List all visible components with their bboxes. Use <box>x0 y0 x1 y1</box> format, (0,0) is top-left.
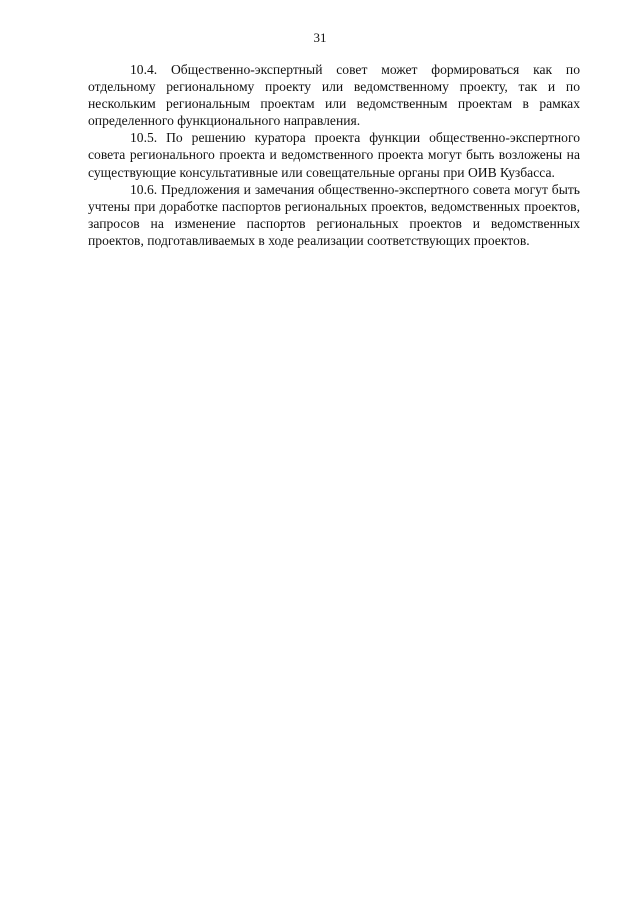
paragraph-10-5: 10.5. По решению куратора проекта функции общественно-экспертного совета регионального проекта и ведомственного проекта могут быть возложены на существующие консультативные или совещательные органы при ОИВ Кузбасса. <box>88 130 580 180</box>
document-body <box>88 61 580 249</box>
page-number: 31 <box>313 30 327 45</box>
paragraph-10-6: 10.6. Предложения и замечания общественно-экспертного совета могут быть учтены при доработке паспортов региональных проектов, ведомственных проектов, запросов на изменение паспортов региональных проектов и ведомственных проектов, подготавливаемых в ходе реализации соответствующих проектов. <box>88 181 580 248</box>
paragraph-10-4: 10.4. Общественно-экспертный совет может формироваться как по отдельному региональному проекту или ведомственному проекту, так и по нескольким региональным проектам или ведомственным проектам в рамках определенного функционального направления. <box>88 62 580 129</box>
